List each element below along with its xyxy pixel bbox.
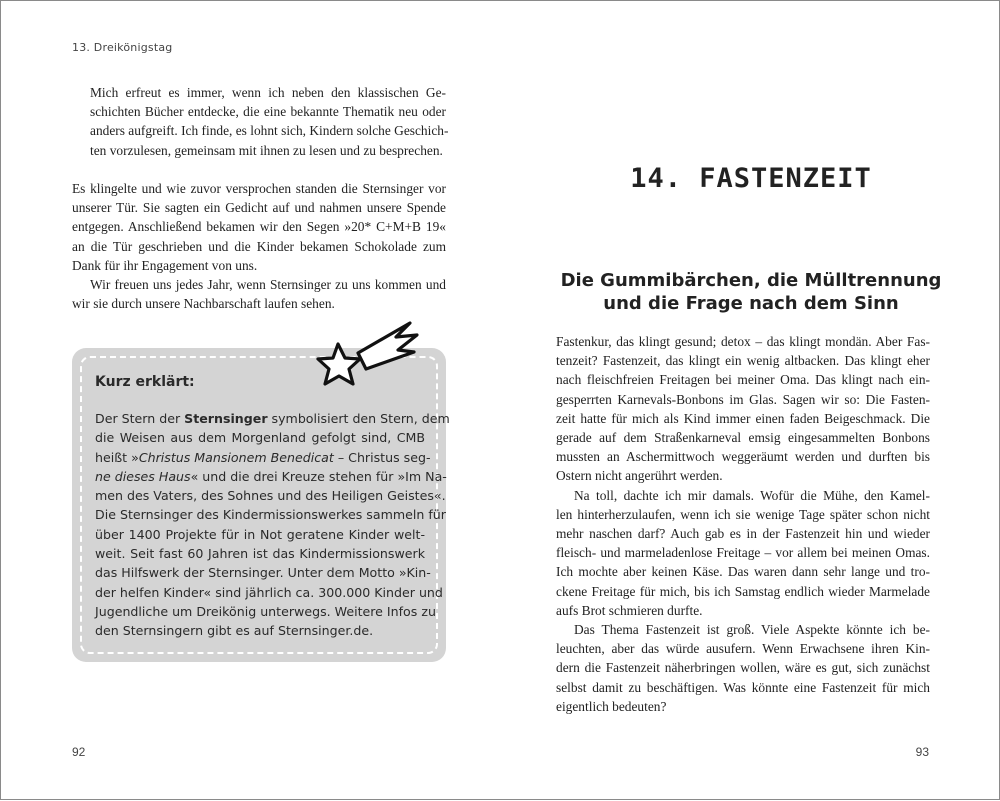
page-number: 92: [72, 745, 86, 759]
right-paragraph-3: [556, 620, 930, 716]
text-line: ckene Freitage für mich, bis ich Samstag endlich wieder Marmelade: [556, 583, 930, 599]
right-paragraph-2: [556, 486, 930, 620]
text-line: anders aufgreift. Ich finde, es lohnt sich, Kindern solche Geschich-: [90, 123, 449, 139]
text-line: gerade auf dem Straßenkarneval emsig eingesammelten Bonbons: [556, 430, 930, 446]
text-line: selbst damit zu beschäftigen. Was könnte eine Fastenzeit für mich: [556, 679, 930, 695]
text-line: Fastenkur, das klingt gesund; detox – das klingt mondän. Aber Fas-: [556, 334, 930, 349]
right-body-text: [556, 332, 930, 716]
text-line: fleisch- und marmeladenlose Freitage – vor allem bei meinen Omas.: [556, 545, 930, 561]
text-line: gesperrten Karnevals-Bonbons im Glas. Sagen wir so: Die Fasten-: [556, 391, 930, 407]
text-line: entgegen. Anschließend bekamen wir den Segen »20* C+M+B 19«: [72, 219, 446, 235]
info-box-title: Kurz erklärt:: [95, 374, 195, 390]
info-line: das Hilfswerk der Sternsinger. Unter dem Motto »Kin-: [95, 565, 431, 581]
subtitle-line: und die Frage nach dem Sinn: [603, 293, 899, 314]
page-number: 93: [915, 745, 929, 759]
text-line: nach fleischfreien Freitagen bei meiner Oma. Das klingt nach ein-: [556, 372, 930, 388]
text-line: len hinterherzulaufen, wenn ich sie wenige Tage später schon nicht: [556, 506, 930, 522]
info-line: die Weisen aus dem Morgenland gefolgt sind, CMB: [95, 430, 425, 446]
text-line: tenzeit? Fastenzeit, das klingt ein wenig altbacken. Das klingt eher: [556, 353, 930, 369]
info-line: den Sternsingern gibt es auf Sternsinger.de.: [95, 623, 374, 639]
chapter-subtitle: [501, 269, 1000, 315]
subtitle-line: Die Gummibärchen, die Mülltrennung: [560, 270, 942, 291]
text-line: Dank für ihr Engagement von uns.: [72, 257, 258, 273]
info-line: Der Stern der Sternsinger symbolisiert den Stern, dem: [95, 411, 450, 426]
info-line: der helfen Kinder« sind jährlich ca. 300.000 Kinder und: [95, 584, 443, 600]
text-line: Das Thema Fastenzeit ist groß. Viele Aspekte könnte ich be-: [574, 622, 930, 638]
left-body-text-2: [72, 179, 446, 313]
text-line: unserer Tür. Sie sagten ein Gedicht auf und nahmen unsere Spende: [72, 200, 446, 216]
left-page: [1, 1, 501, 801]
text-line: dern die Fastenzeit näherbringen wollen, wäre es gut, sich zunächst: [556, 660, 930, 676]
info-box-text: [95, 409, 450, 641]
text-line: schichten Bücher entdecke, die eine bekannte Thematik neu oder: [90, 104, 446, 120]
left-paragraph-3: [72, 275, 446, 313]
text-line: an die Tür geschrieben und die Kinder bekamen Schokolade zum: [72, 238, 446, 254]
info-line: ne dieses Haus« und die drei Kreuze stehen für »Im Na-: [95, 468, 447, 484]
left-body-text: [72, 83, 449, 160]
text-line: Na toll, dachte ich mir damals. Wofür die Mühe, den Kamel-: [574, 487, 930, 503]
chapter-title: 14. FASTENZEIT: [630, 163, 872, 194]
text-line: Wir freuen uns jedes Jahr, wenn Sternsinger zu uns kommen und: [90, 277, 446, 293]
left-paragraph-1: [72, 83, 449, 160]
text-line: Es klingelte und wie zuvor versprochen standen die Sternsinger vor: [72, 181, 446, 196]
text-line: wir sie durch unsere Nachbarschaft laufen sehen.: [72, 296, 335, 312]
info-box: [72, 348, 450, 662]
text-line: mehr naschen darf? Auch gab es in der Fastenzeit hin und wieder: [556, 526, 930, 542]
text-line: Mich erfreut es immer, wenn ich neben den klassischen Ge-: [90, 85, 446, 100]
text-line: Ich mochte aber keinen Käse. Das waren dann sehr lange und tro-: [556, 564, 930, 580]
text-line: mussten an Aschermittwoch weggeräumt werden und durften bis: [556, 449, 930, 465]
text-line: aufs Brot schmieren durfte.: [556, 602, 703, 618]
text-line: Ostern nicht angerührt werden.: [556, 468, 723, 484]
text-line: ten vorzulesen, gemeinsam mit ihnen zu lesen und zu besprechen.: [90, 142, 443, 158]
info-line: Die Sternsinger des Kindermissionswerkes sammeln für: [95, 507, 446, 523]
shooting-star-icon: [314, 317, 424, 393]
info-line: über 1400 Projekte für in Not geratene Kinder welt-: [95, 526, 425, 542]
running-head: 13. Dreikönigstag: [72, 41, 173, 54]
info-line: heißt »Christus Mansionem Benedicat – Christus seg-: [95, 449, 431, 465]
info-line: Jugendliche um Dreikönig unterwegs. Weitere Infos zu: [95, 603, 436, 619]
text-line: eigentlich bedeuten?: [556, 698, 667, 714]
info-line: men des Vaters, des Sohnes und des Heiligen Geistes«.: [95, 488, 446, 504]
left-paragraph-2: [72, 179, 446, 275]
right-paragraph-1: [556, 332, 930, 486]
text-line: leuchten, aber das würde ausufern. Wenn Erwachsene ihren Kin-: [556, 641, 930, 657]
info-line: weit. Seit fast 60 Jahren ist das Kindermissionswerk: [95, 546, 425, 562]
text-line: zeit hatte für mich als Kind immer einen faden Beigeschmack. Die: [556, 410, 930, 426]
